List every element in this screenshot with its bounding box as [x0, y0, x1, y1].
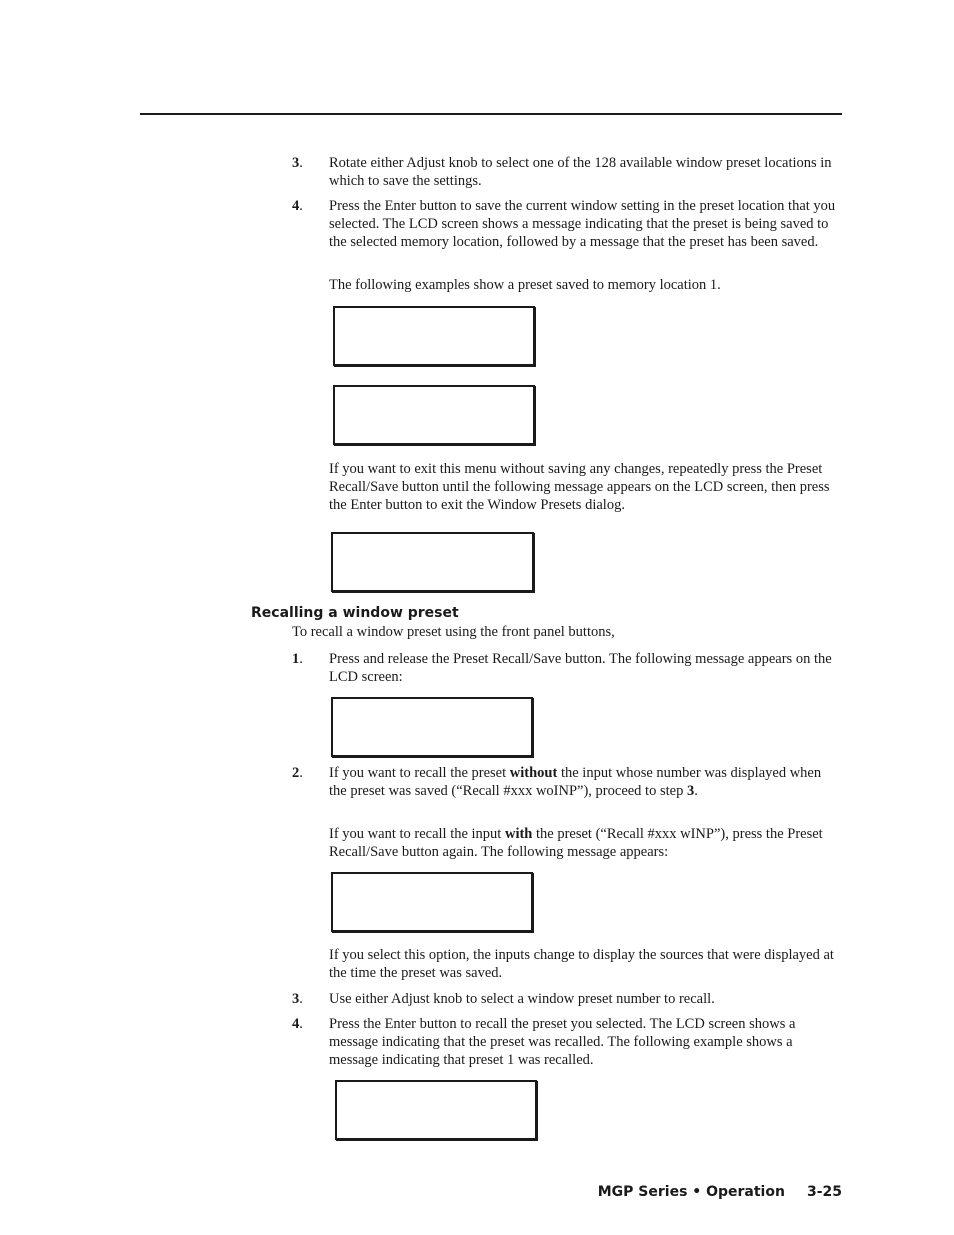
step-text: If you want to recall the preset without the input whose number was displayed when the preset was saved (“Recall #xxx woINP”), proceed to step 3.	[329, 765, 822, 799]
step-number: 3.	[292, 155, 303, 171]
page-footer	[598, 1184, 842, 1200]
step-text: Press the Enter button to save the current window setting in the preset location that you selected. The LCD screen shows a message indicating that the preset is being saved to the selected memory location, followed by a message that the preset has been saved.	[329, 198, 836, 250]
step-number: 3.	[292, 991, 303, 1007]
step-text: Press and release the Preset Recall/Save button. The following message appears on the LCD screen:	[329, 651, 832, 685]
step-text: Press the Enter button to recall the preset you selected. The LCD screen shows a message indicating that the preset was recalled. The following example shows a message indicating that preset 1 was recalled.	[329, 1016, 796, 1068]
lcd-screen-recall	[331, 697, 533, 757]
examples-note: The following examples show a preset saved to memory location 1.	[329, 277, 721, 293]
lcd-screen-saved	[333, 385, 535, 445]
step-number: 2.	[292, 765, 303, 781]
step-text: Rotate either Adjust knob to select one of the 128 available window preset locations in which to save the settings.	[329, 155, 832, 189]
lcd-screen-saving	[333, 306, 535, 366]
lcd-screen-recall-with-input	[331, 872, 533, 932]
step-text: Use either Adjust knob to select a window preset number to recall.	[329, 991, 715, 1007]
exit-note: If you want to exit this menu without saving any changes, repeatedly press the Preset Recall/Save button until the following message appears on the LCD screen, then press the Enter button to exit the Window Presets dialog.	[329, 461, 830, 513]
step-number: 4.	[292, 1016, 303, 1032]
step-number: 1.	[292, 651, 303, 667]
section-intro: To recall a window preset using the front panel buttons,	[292, 624, 615, 640]
page-number: 3-25	[806, 1184, 842, 1200]
section-heading: Recalling a window preset	[251, 605, 459, 621]
step-number: 4.	[292, 198, 303, 214]
header-rule	[140, 113, 842, 115]
footer-title: MGP Series • Operation	[597, 1184, 785, 1200]
lcd-screen-recalled	[335, 1080, 537, 1140]
step-text: If you want to recall the input with the preset (“Recall #xxx wINP”), press the Preset Recall/Save button again. The following message appears:	[329, 826, 823, 860]
option-note: If you select this option, the inputs change to display the sources that were displayed at the time the preset was saved.	[329, 947, 834, 981]
lcd-screen-exit	[331, 532, 534, 592]
